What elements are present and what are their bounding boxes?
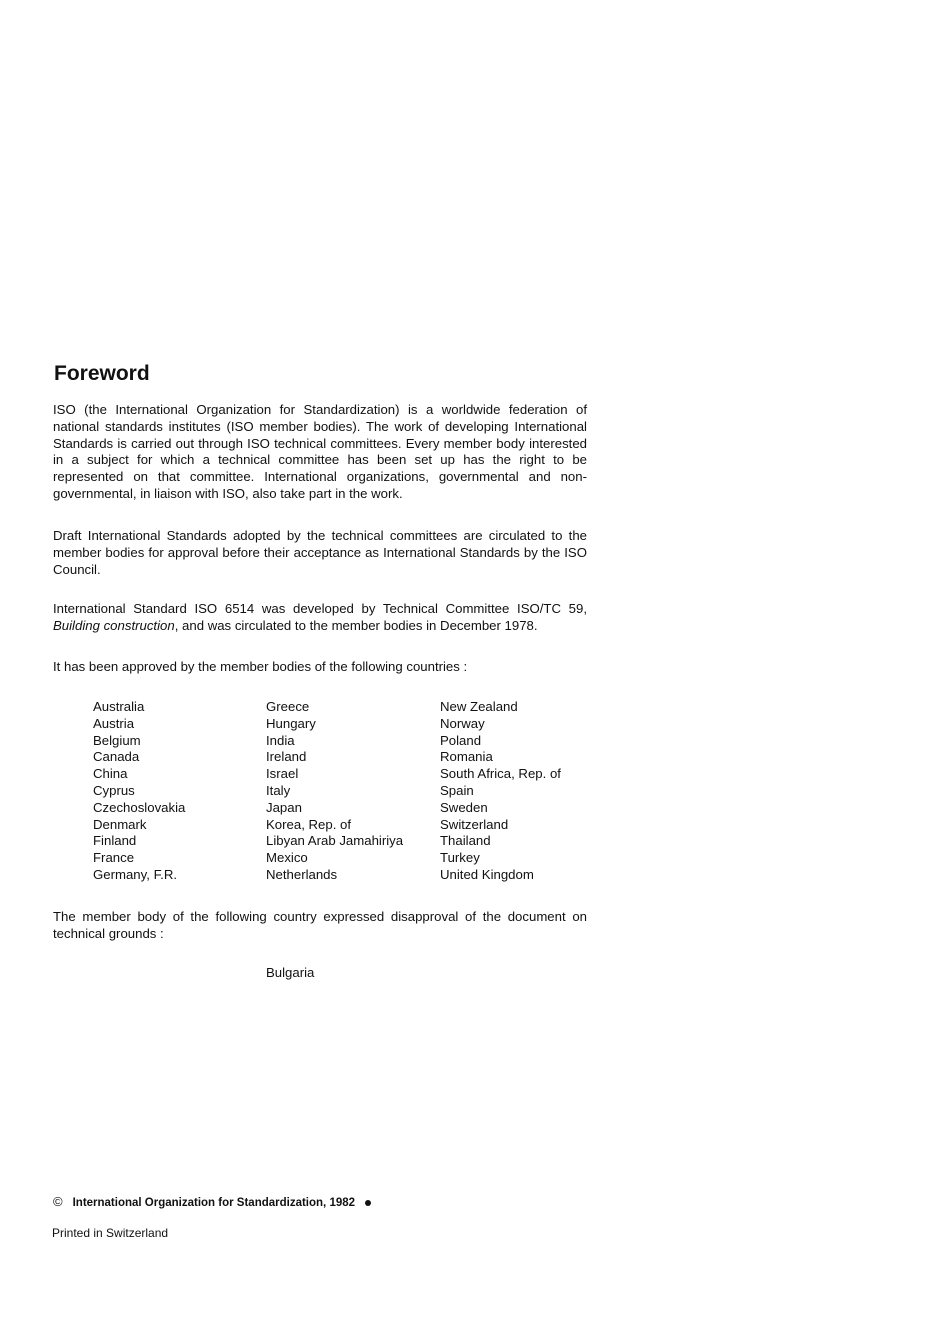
country-list-item: France: [93, 850, 135, 866]
country-list-item: Australia: [93, 699, 145, 714]
standard-origin-text: International Standard ISO 6514 was developed by Technical Committee ISO/TC 59,: [53, 601, 587, 616]
bullet-dot-icon: [365, 1200, 371, 1206]
country-list-item: Austria: [93, 715, 135, 731]
copyright-line: [53, 1194, 371, 1211]
paragraph-approval-intro: It has been approved by the member bodies of the following countries :: [53, 659, 468, 674]
country-list-item: Denmark: [93, 816, 147, 832]
country-list-item: Norway: [440, 715, 485, 731]
country-list-item: Romania: [440, 749, 493, 765]
country-list-item: Israel: [266, 766, 299, 782]
disapproval-country: Bulgaria: [266, 965, 315, 980]
country-list-item: Czechoslovakia: [93, 799, 186, 815]
country-list-item: Libyan Arab Jamahiriya: [266, 833, 404, 849]
country-list-item: India: [266, 732, 295, 748]
country-list-item: Sweden: [440, 799, 488, 815]
country-list-item: New Zealand: [440, 699, 518, 714]
country-list-column-1: [93, 699, 185, 884]
country-list-item: United Kingdom: [440, 866, 534, 882]
committee-name: Building construction: [53, 617, 175, 633]
paragraph-disapproval: The member body of the following country expressed disapproval of the document on technical grounds :: [53, 909, 587, 941]
copyright-symbol: ©: [53, 1194, 63, 1209]
country-list-item: Poland: [440, 732, 482, 748]
country-list-item: Cyprus: [93, 782, 135, 798]
country-list-item: Spain: [440, 782, 474, 798]
country-list-item: Hungary: [266, 715, 316, 731]
country-list-item: Thailand: [440, 833, 491, 849]
copyright-text: International Organization for Standardization, 1982: [72, 1197, 356, 1209]
country-list-item: Switzerland: [440, 816, 509, 832]
country-list-item: South Africa, Rep. of: [440, 766, 561, 782]
standard-circulation-text: , and was circulated to the member bodies in December 1978.: [174, 617, 538, 633]
country-list-item: Greece: [266, 699, 310, 714]
printed-location: Printed in Switzerland: [52, 1226, 169, 1240]
country-list-item: Mexico: [266, 850, 308, 866]
paragraph-draft-standards: Draft International Standards adopted by the technical committees are circulated to the member bodies for approval before their acceptance as International Standards by the ISO Council.: [53, 528, 587, 577]
paragraph-iso-description: ISO (the International Organization for Standardization) is a worldwide federation of national standards institutes (ISO member bodies). The work of developing International Standards is carried out through ISO technical committees. Every member body interested in a subject for which a technical committee has been set up has the right to be represented on that committee. International organizations, governmental and non-governmental, in liaison with ISO, also take part in the work.: [53, 402, 587, 501]
country-list-item: Turkey: [440, 850, 480, 866]
page-title: Foreword: [54, 362, 150, 385]
country-list-item: Japan: [266, 799, 302, 815]
country-list-column-3: [440, 699, 561, 884]
country-list-item: Ireland: [266, 749, 307, 765]
country-list-column-2: [266, 699, 403, 884]
country-list-item: China: [93, 766, 128, 782]
country-list-item: Korea, Rep. of: [266, 816, 352, 832]
country-list-item: Netherlands: [266, 866, 338, 882]
paragraph-standard-origin: [53, 601, 587, 635]
country-list-item: Germany, F.R.: [93, 866, 178, 882]
country-list-item: Italy: [266, 782, 291, 798]
country-list-item: Belgium: [93, 732, 141, 748]
country-list-item: Finland: [93, 833, 137, 849]
country-list-item: Canada: [93, 749, 140, 765]
